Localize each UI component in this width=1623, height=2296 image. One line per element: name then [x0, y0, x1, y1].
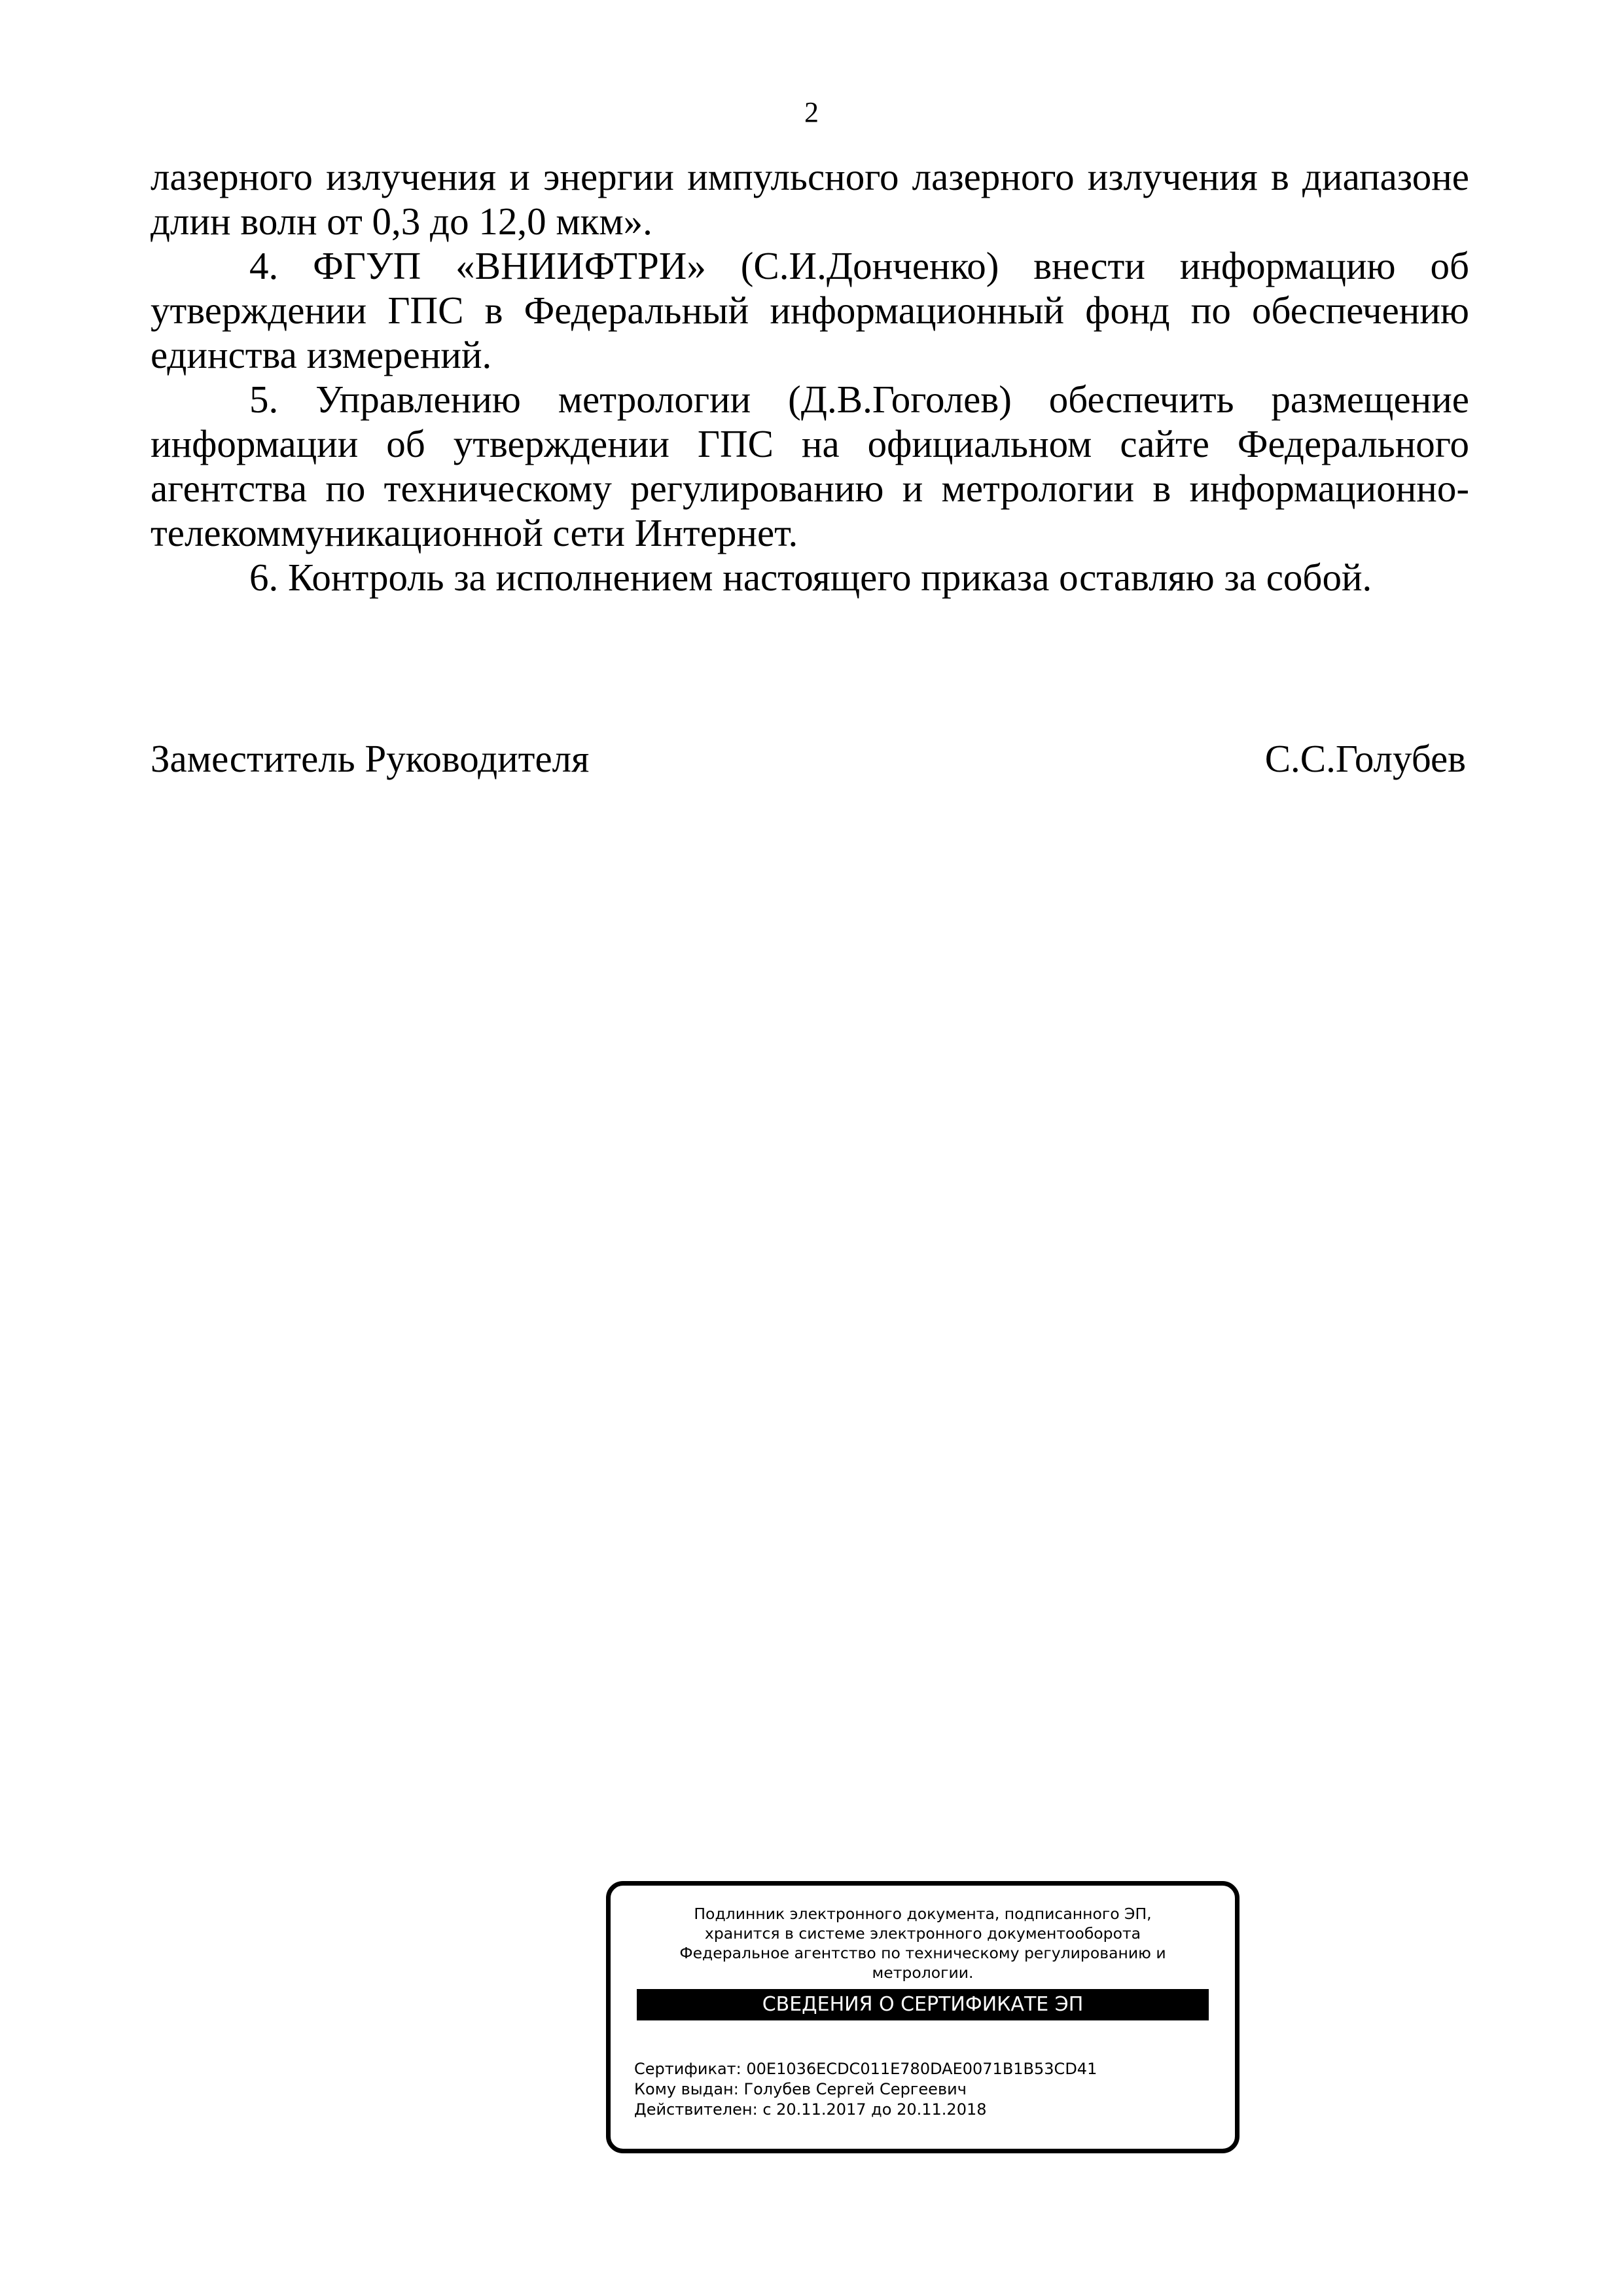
stamp-certificate-details: [634, 2059, 1097, 2120]
signature-block: [151, 736, 1466, 781]
certificate-row: [634, 2059, 1097, 2079]
stamp-header-line: хранится в системе электронного документооборота: [704, 1924, 1141, 1943]
page-number: 2: [804, 96, 819, 128]
paragraph-item-4: 4. ФГУП «ВНИИФТРИ» (С.И.Донченко) внести информацию об утверждении ГПС в Федеральный информационный фонд по обеспечению единства измерений.: [151, 244, 1469, 376]
paragraph-item-5: 5. Управлению метрологии (Д.В.Гоголев) обеспечить размещение информации об утверждении ГПС на официальном сайте Федерального агентства по техническому регулированию и метрологии в информационно-телекоммуникационной сети Интернет.: [151, 378, 1469, 554]
signatory-position: Заместитель Руководителя: [151, 737, 590, 780]
document-body: [151, 154, 1469, 600]
stamp-header-line: метрологии.: [872, 1964, 974, 1982]
validity-row: [634, 2100, 1097, 2120]
stamp-header: [624, 1904, 1222, 1982]
issued-to-label: Кому выдан:: [634, 2080, 739, 2098]
validity-value: с 20.11.2017 до 20.11.2018: [762, 2100, 987, 2119]
issued-to-value: Голубев Сергей Сергеевич: [743, 2080, 967, 2098]
issued-to-row: [634, 2079, 1097, 2100]
stamp-header-line: Федеральное агентство по техническому регулированию и: [679, 1944, 1166, 1962]
validity-label: Действителен:: [634, 2100, 758, 2119]
signatory-name: С.С.Голубев: [1264, 737, 1466, 780]
electronic-signature-stamp: [606, 1881, 1240, 2153]
stamp-header-line: Подлинник электронного документа, подписанного ЭП,: [694, 1905, 1152, 1923]
certificate-value: 00E1036ECDC011E780DAE0071B1B53CD41: [746, 2060, 1097, 2078]
stamp-certificate-title: СВЕДЕНИЯ О СЕРТИФИКАТЕ ЭП: [637, 1989, 1209, 2020]
paragraph-continuation: лазерного излучения и энергии импульсного лазерного излучения в диапазоне длин волн от 0,3 до 12,0 мкм».: [151, 155, 1469, 243]
paragraph-item-6: 6. Контроль за исполнением настоящего приказа оставляю за собой.: [249, 556, 1372, 599]
certificate-label: Сертификат:: [634, 2060, 741, 2078]
